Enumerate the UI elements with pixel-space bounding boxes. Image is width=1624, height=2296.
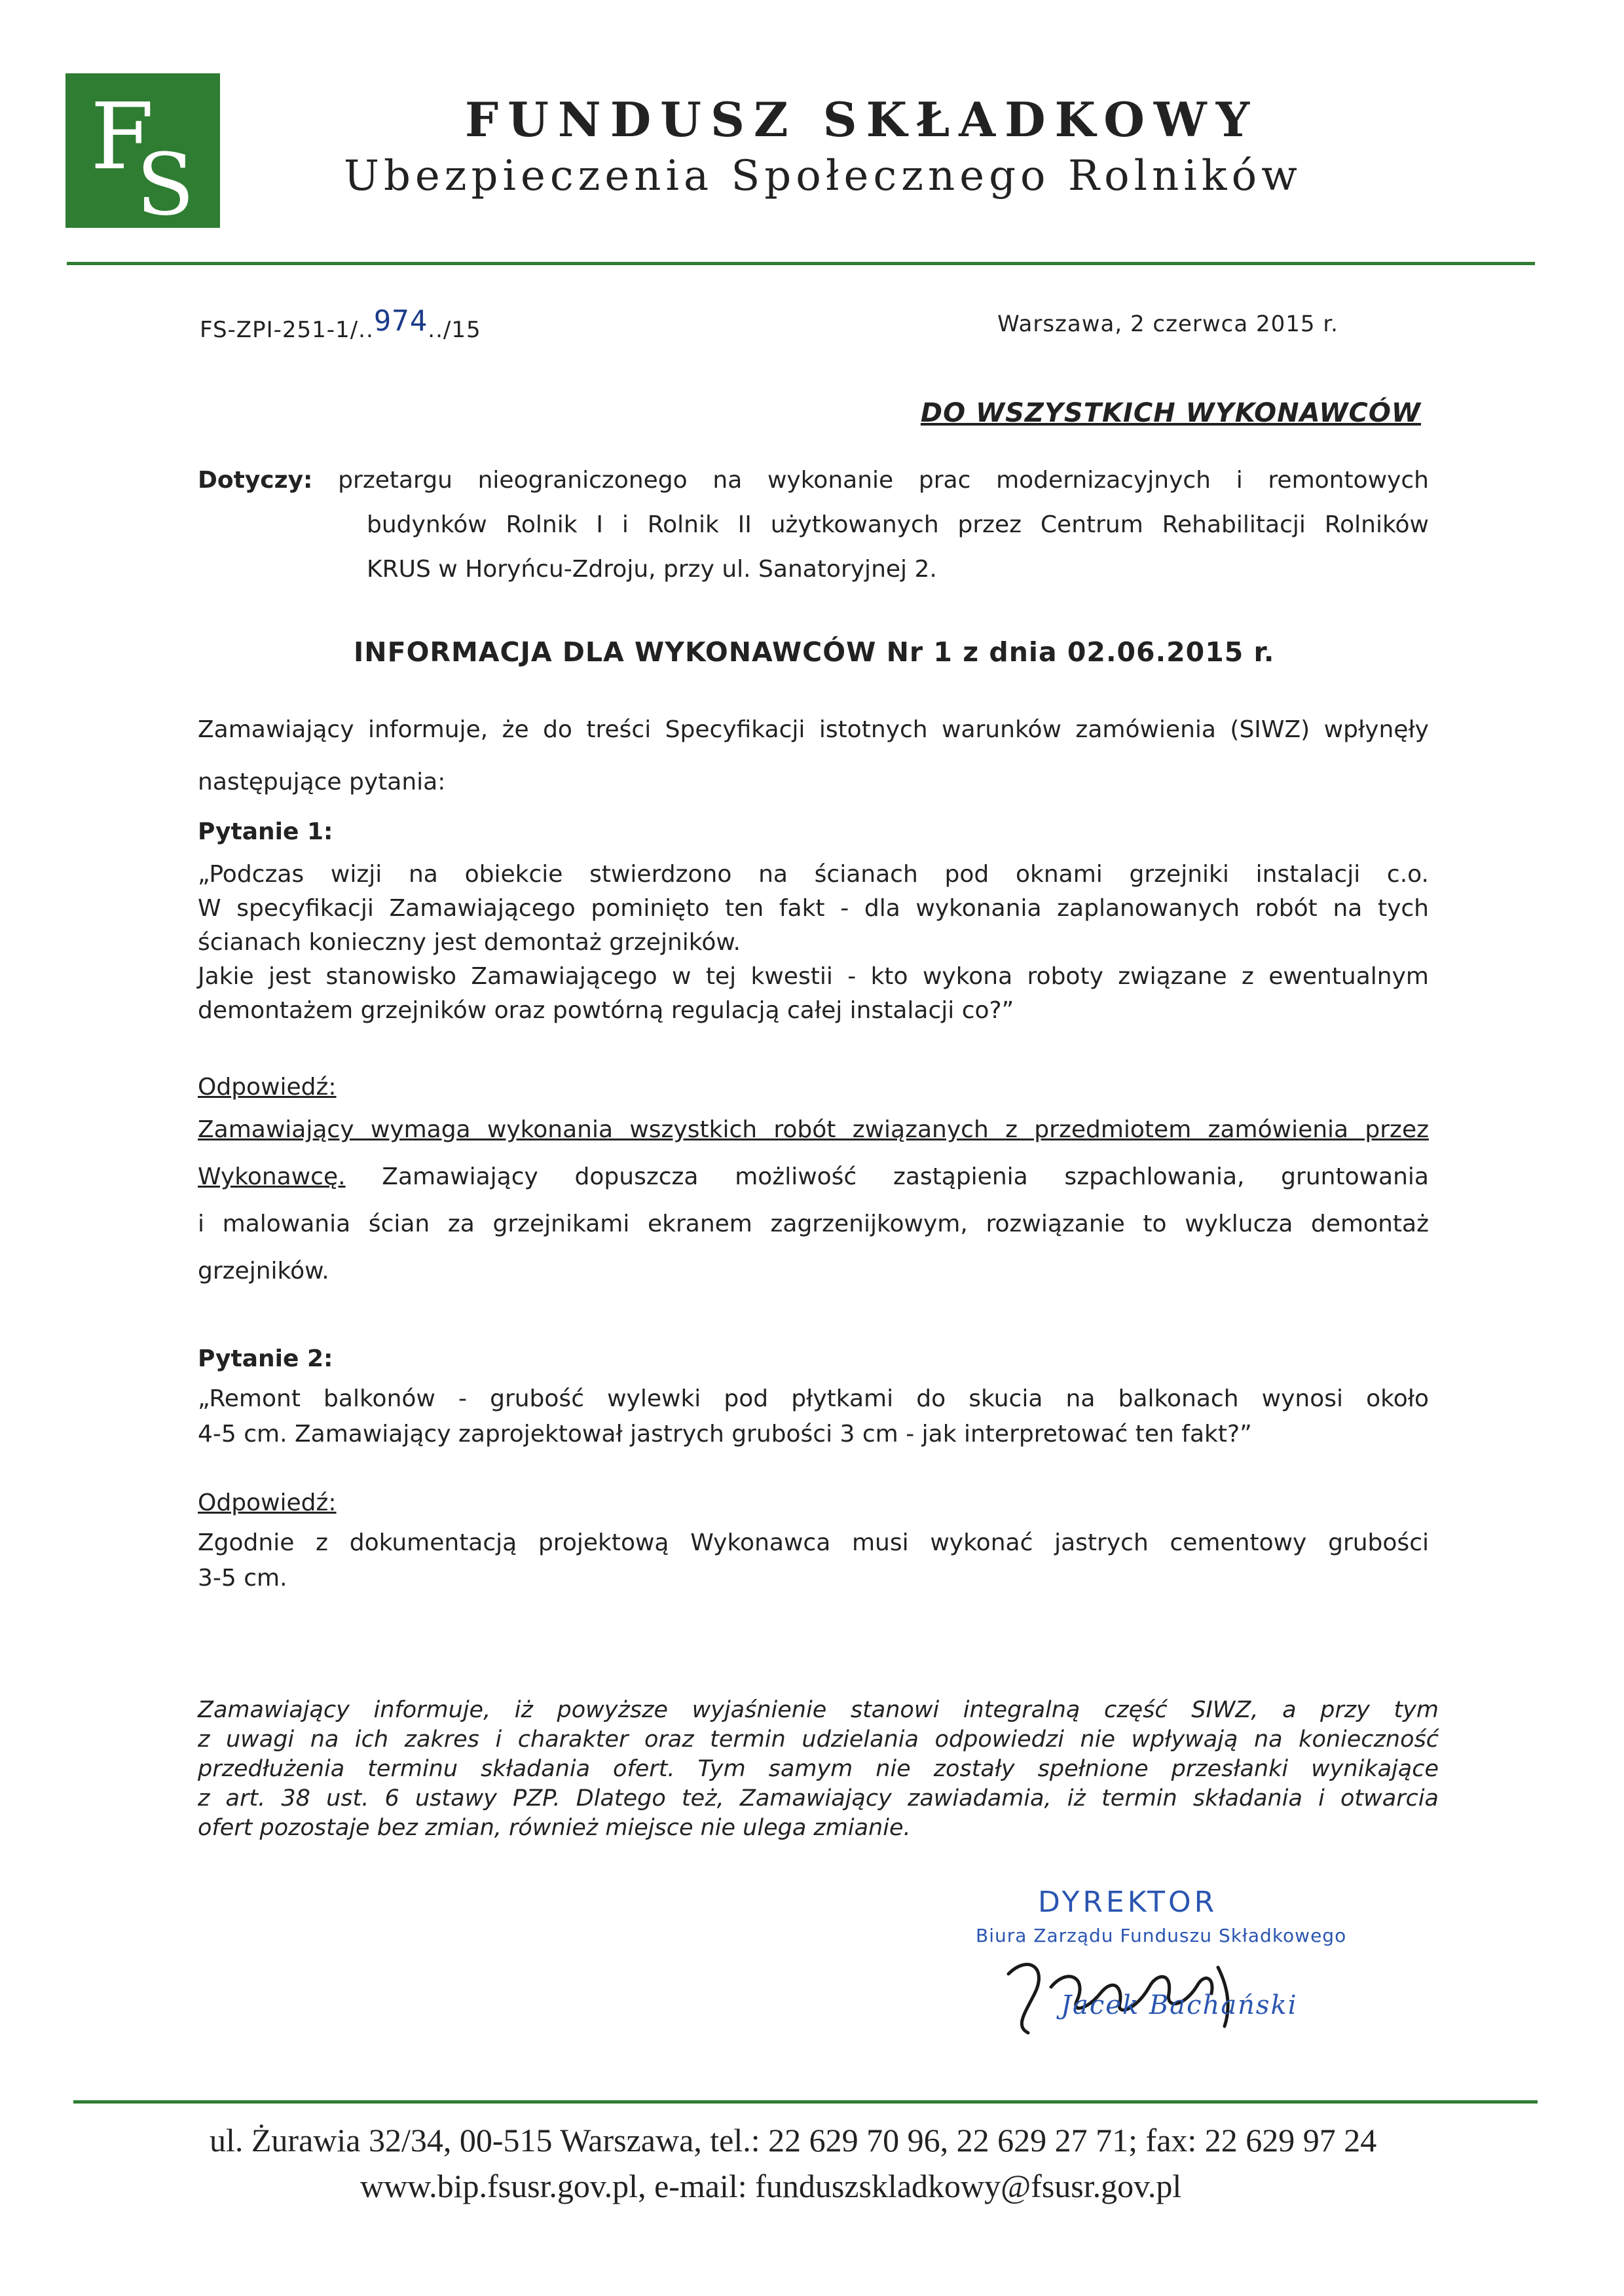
answer-1-underlined-word: Wykonawcę. xyxy=(198,1163,346,1190)
information-title: INFORMACJA DLA WYKONAWCÓW Nr 1 z dnia 02.06.2015 r. xyxy=(354,636,1275,668)
handwritten-number: 974 xyxy=(373,304,428,338)
concern-line-2: budynków Rolnik I i Rolnik II użytkowanych przez Centrum Rehabilitacji Rolników xyxy=(367,511,1429,538)
reference-number xyxy=(200,304,481,344)
footer-address: ul. Żurawia 32/34, 00-515 Warszawa, tel.: 22 629 70 96, 22 629 27 71; fax: 22 629 97 24 xyxy=(210,2122,1377,2159)
answer-2-heading: Odpowiedź: xyxy=(198,1489,337,1516)
answer-1-line-2-rest: Zamawiający dopuszcza możliwość zastąpienia szpachlowania, gruntowania xyxy=(345,1163,1429,1190)
question-1-line-1: „Podczas wizji na obiekcie stwierdzono na ścianach pod oknami grzejniki instalacji c.o. xyxy=(198,861,1429,888)
concern-block xyxy=(198,458,1429,592)
fs-logo xyxy=(65,73,220,228)
question-2-line-2: 4-5 cm. Zamawiający zaprojektował jastrych grubości 3 cm - jak interpretować ten fakt?” xyxy=(198,1421,1252,1448)
place-date: Warszawa, 2 czerwca 2015 r. xyxy=(997,311,1338,337)
footer-contact: www.bip.fsusr.gov.pl, e-mail: funduszskladkowy@fsusr.gov.pl xyxy=(360,2168,1182,2204)
question-1-text xyxy=(198,858,1429,1028)
note-line-3: przedłużenia terminu składania ofert. Tym samym nie zostały spełnione przesłanki wynikające xyxy=(198,1756,1439,1782)
question-1-line-5: demontażem grzejników oraz powtórną regulacją całej instalacji co?” xyxy=(198,997,1014,1024)
note-line-5: ofert pozostaje bez zmian, również miejsce nie ulega zmianie. xyxy=(198,1815,911,1841)
intro-paragraph xyxy=(198,704,1429,809)
organization-subtitle: Ubezpieczenia Społecznego Rolników xyxy=(344,152,1302,200)
question-1-heading: Pytanie 1: xyxy=(198,818,333,845)
footer-divider xyxy=(73,2100,1538,2104)
note-line-1: Zamawiający informuje, iż powyższe wyjaśnienie stanowi integralną część SIWZ, a przy tym xyxy=(198,1697,1439,1723)
answer-1-line-1: Zamawiający wymaga wykonania wszystkich robót związanych z przedmiotem zamówienia przez xyxy=(198,1116,1429,1143)
note-line-2: z uwagi na ich zakres i charakter oraz termin udzielania odpowiedzi nie wpływają na konieczność xyxy=(198,1726,1439,1753)
organization-name: FUNDUSZ SKŁADKOWY xyxy=(465,92,1259,147)
fs-logo-mark xyxy=(65,73,220,228)
question-2-text xyxy=(198,1381,1429,1452)
question-2-line-1: „Remont balkonów - grubość wylewki pod płytkami do skucia na balkonach wynosi około xyxy=(198,1385,1429,1412)
signatory-name: Jacek Bachański xyxy=(1061,1990,1298,2020)
concern-line-3: KRUS w Horyńcu-Zdroju, przy ul. Sanatoryjnej 2. xyxy=(367,556,937,583)
reference-suffix: ../15 xyxy=(428,317,481,343)
answer-1-line-3: i malowania ścian za grzejnikami ekranem zagrzenijkowym, rozwiązanie to wyklucza demontaż xyxy=(198,1211,1429,1237)
answer-2-line-1: Zgodnie z dokumentacją projektową Wykonawca musi wykonać jastrych cementowy grubości xyxy=(198,1529,1429,1556)
answer-1-line-4: grzejników. xyxy=(198,1258,329,1285)
closing-note xyxy=(198,1696,1439,1843)
intro-line-1: Zamawiający informuje, że do treści Specyfikacji istotnych warunków zamówienia (SIWZ) wpłynęły xyxy=(198,716,1429,743)
addressee-heading: DO WSZYSTKICH WYKONAWCÓW xyxy=(920,398,1421,428)
stamp-unit: Biura Zarządu Funduszu Składkowego xyxy=(976,1925,1347,1946)
intro-line-2: następujące pytania: xyxy=(198,769,446,795)
question-1-line-3: ścianach konieczny jest demontaż grzejników. xyxy=(198,929,741,956)
concern-label: Dotyczy: xyxy=(198,467,313,494)
question-1-line-2: W specyfikacji Zamawiającego pominięto ten fakt - dla wykonania zaplanowanych robót na tych xyxy=(198,895,1429,922)
answer-1-line-2 xyxy=(198,1154,1429,1201)
stamp-title: DYREKTOR xyxy=(1038,1886,1218,1919)
note-line-4: z art. 38 ust. 6 ustawy PZP. Dlatego też, Zamawiający zawiadamia, iż termin składania i otwarcia xyxy=(198,1785,1439,1812)
header-divider xyxy=(67,262,1535,265)
svg-text:S: S xyxy=(136,135,195,228)
question-1-line-4: Jakie jest stanowisko Zamawiającego w tej kwestii - kto wykona roboty związane z ewentualnym xyxy=(198,963,1429,990)
answer-1-text xyxy=(198,1106,1429,1295)
svg-text:F: F xyxy=(90,84,155,191)
concern-line-1 xyxy=(198,458,1429,503)
answer-1-heading: Odpowiedź: xyxy=(198,1074,337,1101)
concern-text-1: przetargu nieograniczonego na wykonanie prac modernizacyjnych i remontowych xyxy=(338,467,1429,494)
answer-2-text xyxy=(198,1525,1429,1596)
answer-2-line-2: 3-5 cm. xyxy=(198,1565,287,1592)
reference-prefix: FS-ZPI-251-1/.. xyxy=(200,317,374,343)
question-2-heading: Pytanie 2: xyxy=(198,1345,333,1372)
